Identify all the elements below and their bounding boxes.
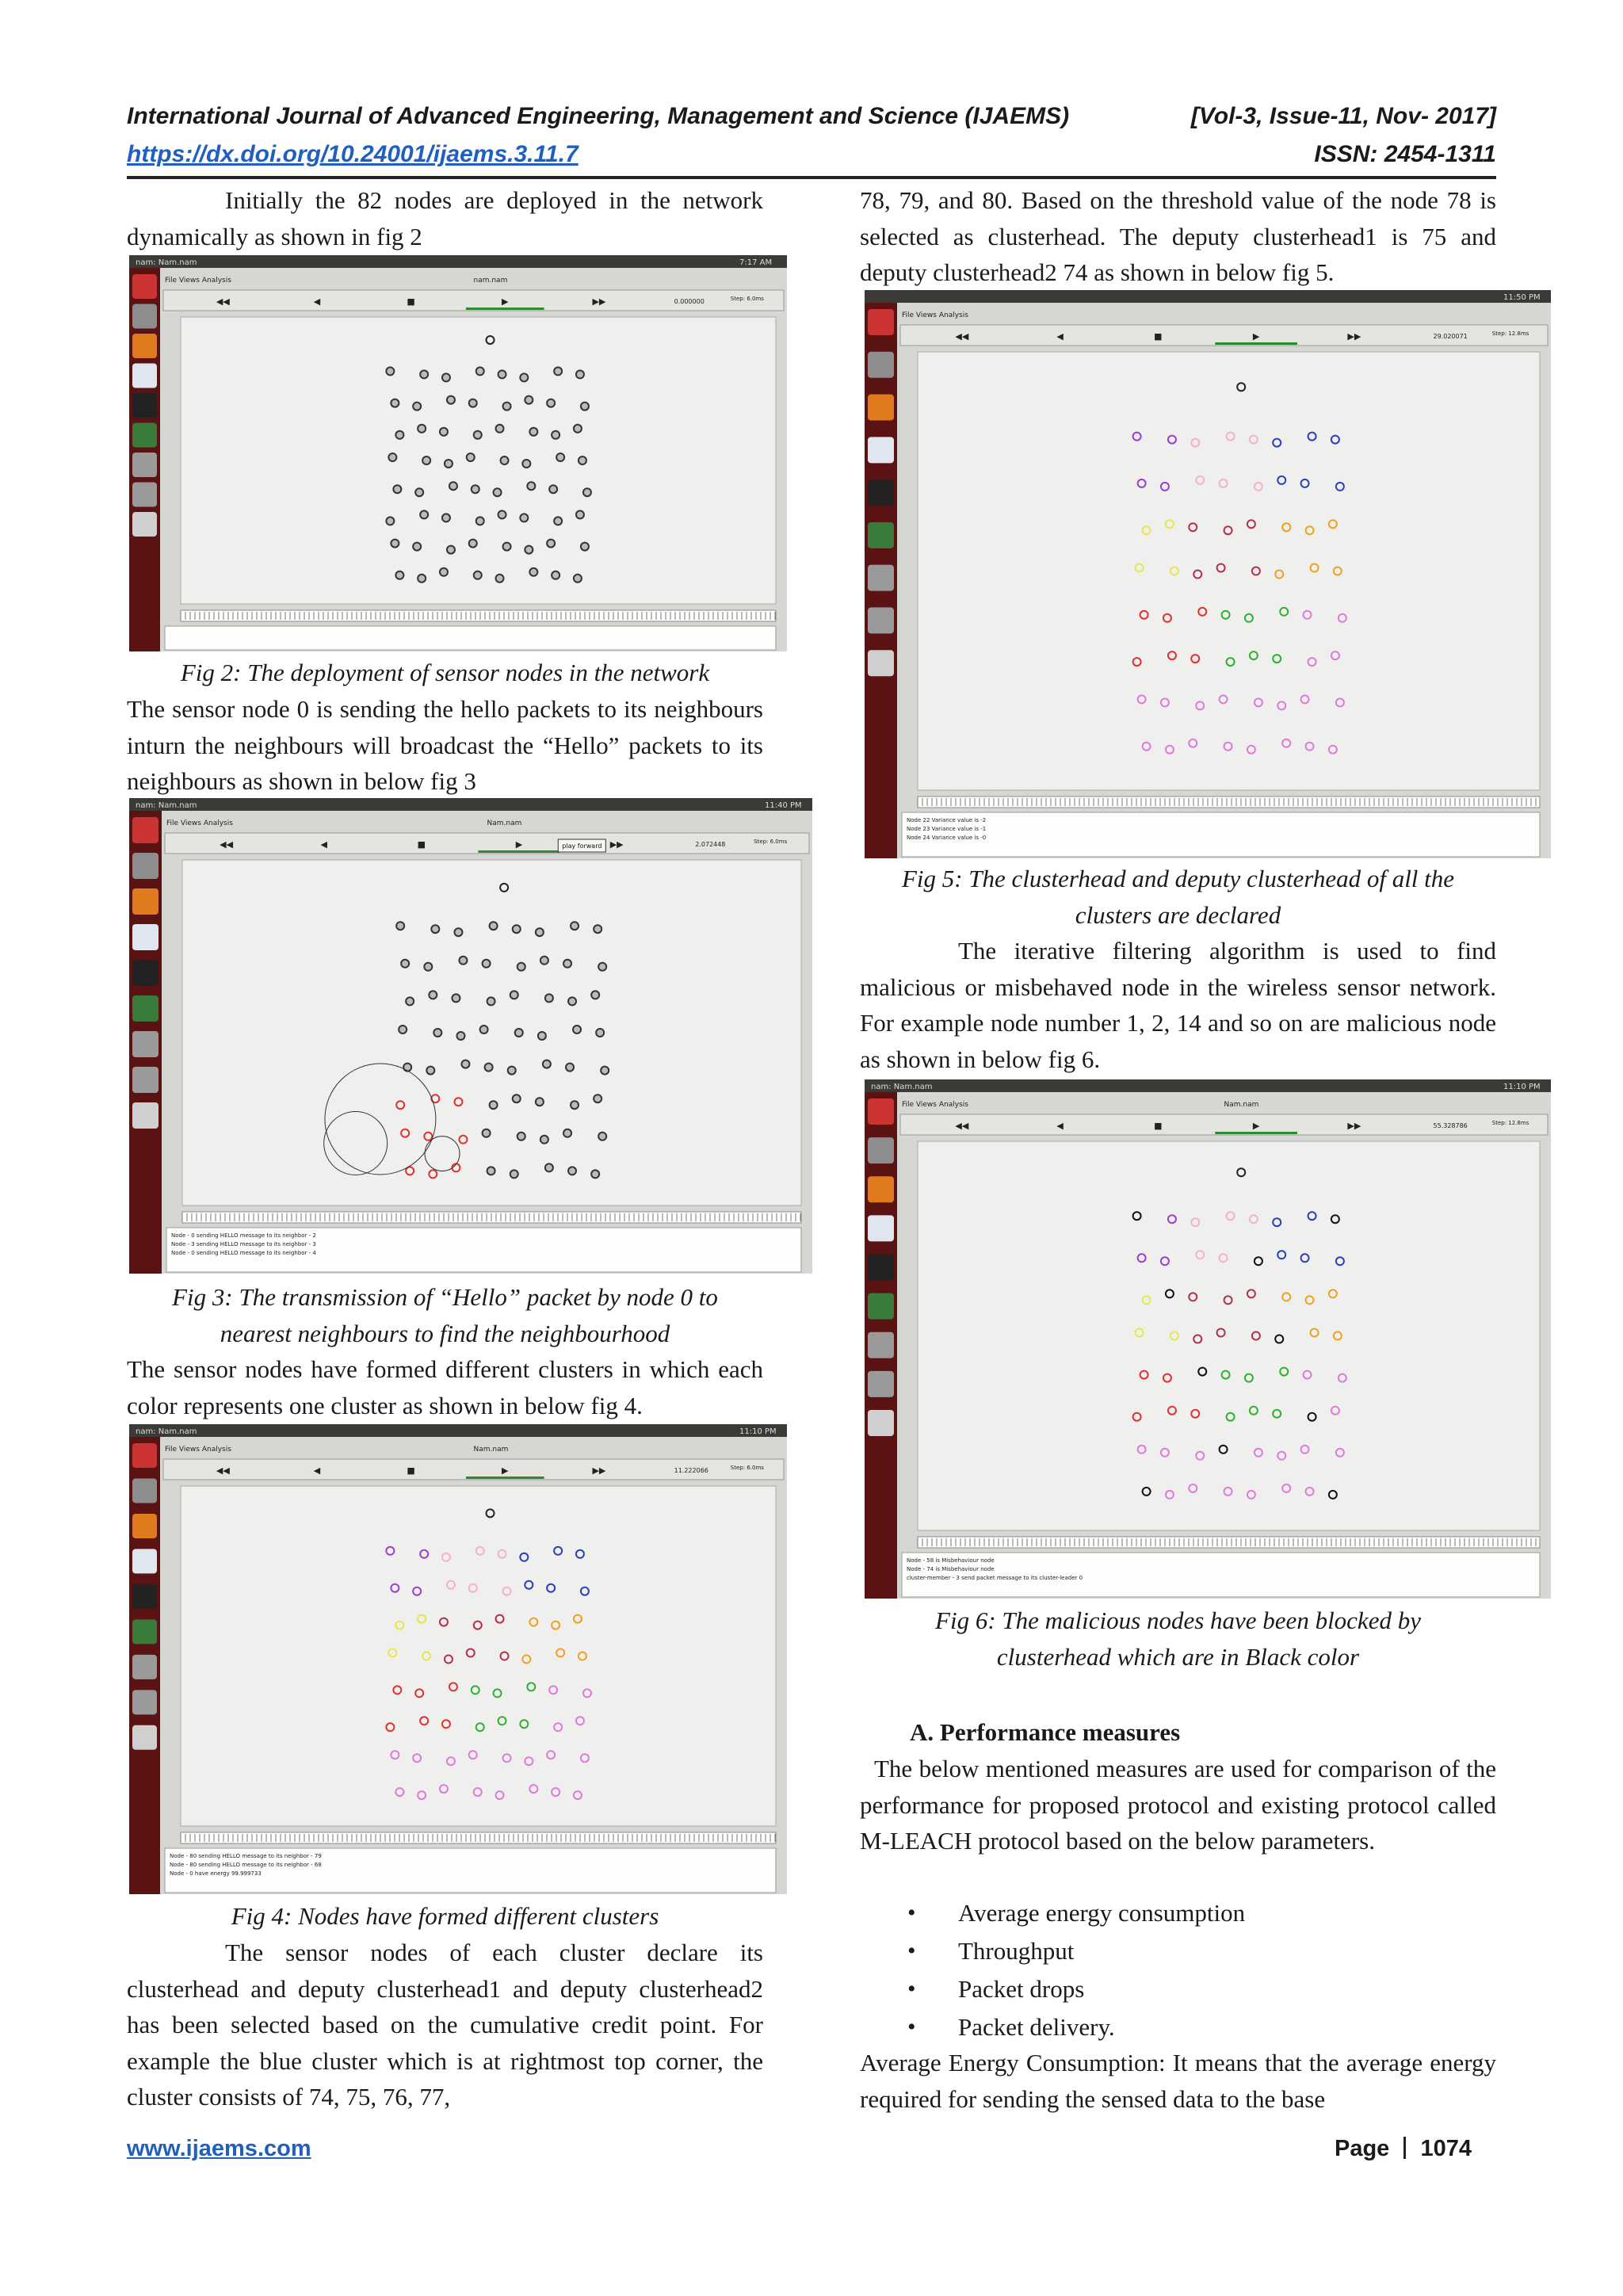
sensor-node (508, 1067, 516, 1075)
footer-page-number: Page 1074 (1335, 2136, 1472, 2161)
step-size: Step: 6.0ms (730, 1465, 764, 1471)
left-paragraph-3: The sensor nodes have formed different clusters in which each color represents one cluster as shown in below fig 4. (127, 1355, 763, 1419)
sensor-node (399, 1026, 407, 1033)
footer-website-link[interactable]: www.ijaems.com (127, 2136, 311, 2161)
sensor-node (420, 510, 428, 518)
launcher-icon (868, 479, 894, 506)
launcher-icon (132, 304, 157, 329)
sensor-node (424, 963, 432, 971)
sensor-node (420, 370, 428, 378)
fig2-caption: Fig 2: The deployment of sensor nodes in the network (180, 659, 710, 686)
sensor-node (426, 1067, 434, 1075)
play-indicator (466, 308, 544, 310)
sensor-node (513, 1095, 521, 1102)
left-paragraph-4: The sensor nodes of each cluster declare its clusterhead and deputy clusterhead1 and deputy clusterhead2 has been selected based on the cumulative credit point. For example the blue cluster which is at rightmost top corner, the cluster consists of 74, 75, 76, 77, (127, 1939, 763, 2111)
sensor-node (433, 1029, 441, 1037)
sensor-node (496, 575, 504, 583)
launcher-icon (132, 364, 157, 388)
fig5-screenshot (865, 290, 1551, 858)
sensor-node (487, 997, 495, 1005)
sensor-node (391, 540, 399, 548)
play-indicator (466, 1477, 544, 1479)
launcher-icon (132, 1619, 157, 1644)
sensor-node (472, 485, 479, 493)
file-name: Nam.nam (473, 1446, 509, 1454)
clock-text: 11:10 PM (739, 1427, 777, 1436)
sensor-node (483, 1129, 491, 1137)
nam-window (865, 290, 1551, 858)
sensor-node (413, 543, 421, 551)
sensor-node (476, 517, 484, 525)
step-size: Step: 12.8ms (1491, 1120, 1529, 1126)
launcher-icon (868, 1176, 894, 1202)
step-size: Step: 12.8ms (1491, 330, 1529, 337)
fig5-caption: Fig 5: The clusterhead and deputy clusterhead of all the clusters are declared (901, 865, 1455, 929)
file-name: nam.nam (473, 277, 508, 285)
window-title: nam: Nam.nam (136, 801, 197, 810)
bullet-item: • Throughput (860, 1932, 1496, 1970)
sensor-node (498, 370, 506, 378)
right-paragraph-4: Average Energy Consumption: It means that the average energy required for sending the sensed data to the base (860, 2049, 1496, 2113)
playback-button: ◀ (313, 296, 321, 307)
sensor-node (536, 928, 544, 936)
launcher-icon (132, 1514, 157, 1538)
sim-time: 11.222066 (674, 1467, 708, 1474)
sensor-node (406, 997, 414, 1005)
playback-button: ◀ (313, 1465, 321, 1476)
sensor-node (540, 1136, 548, 1144)
clock-text: 11:40 PM (765, 801, 802, 810)
playback-button: ▶ (515, 839, 523, 850)
launcher-icon (132, 453, 157, 477)
sensor-node (490, 922, 498, 930)
launcher-icon (132, 483, 157, 507)
step-size: Step: 6.0ms (730, 296, 764, 302)
sensor-node (440, 568, 448, 576)
play-indicator (1215, 342, 1297, 345)
launcher-icon (132, 924, 158, 950)
launcher-icon (868, 1255, 894, 1281)
system-top-bar (865, 290, 1551, 303)
left-paragraph-1: Initially the 82 nodes are deployed in the network dynamically as shown in fig 2 (127, 186, 763, 250)
menu-bar: File Views Analysis (902, 311, 968, 319)
sensor-node (422, 457, 430, 464)
sensor-node (554, 367, 562, 375)
sensor-node (418, 575, 426, 583)
sensor-node (469, 540, 477, 548)
sensor-node (395, 431, 403, 439)
log-line: Node - 3 sending HELLO message to its neighbor - 3 (171, 1241, 316, 1247)
log-panel (902, 812, 1540, 857)
sensor-node (454, 928, 462, 936)
right-paragraph-1: 78, 79, and 80. Based on the threshold value of the node 78 is selected as clusterhead. The deputy clusterhead1 is 75 and deputy clusterhead2 74 as shown in below fig 5. (860, 186, 1496, 286)
clock-text: 11:50 PM (1503, 293, 1541, 302)
sensor-node (418, 425, 426, 433)
launcher-icon (132, 1584, 157, 1609)
sensor-node (487, 1167, 495, 1175)
playback-button: ▶ (1252, 1121, 1260, 1131)
sensor-node (536, 1098, 544, 1106)
sensor-node (517, 963, 525, 971)
system-top-bar (129, 255, 787, 268)
network-canvas (181, 1486, 776, 1826)
menu-bar: File Views Analysis (165, 1446, 231, 1454)
sensor-node (556, 453, 564, 461)
playback-button: ■ (407, 1465, 415, 1476)
log-line: cluster-member - 3 send packet message to its cluster-leader 0 (907, 1575, 1083, 1581)
sensor-node (467, 453, 475, 461)
system-top-bar (865, 1079, 1551, 1092)
timeline-slider (181, 1832, 776, 1843)
playback-button: ◀◀ (955, 331, 969, 342)
fig3-screenshot (129, 798, 812, 1274)
system-top-bar (129, 798, 812, 811)
menu-bar: File Views Analysis (165, 277, 231, 285)
launcher-icon (132, 817, 158, 843)
sensor-node (496, 425, 504, 433)
sensor-node (515, 1029, 523, 1037)
sensor-node (547, 540, 555, 548)
sensor-node (576, 370, 584, 378)
clock-text: 7:17 AM (739, 258, 773, 267)
launcher-icon (868, 565, 894, 591)
sensor-node (552, 431, 559, 439)
sensor-node (563, 1129, 571, 1137)
launcher-icon (132, 1031, 158, 1057)
sensor-node (563, 960, 571, 968)
network-canvas (182, 860, 801, 1205)
sensor-node (476, 367, 484, 375)
sensor-node (510, 1170, 518, 1178)
sensor-node (574, 575, 582, 583)
log-line: Node - 80 sending HELLO message to its neighbor - 68 (170, 1862, 322, 1868)
launcher-icon (132, 1443, 157, 1468)
launcher-icon (132, 274, 157, 299)
launcher-icon (132, 1067, 158, 1093)
step-size: Step: 6.0ms (754, 839, 788, 845)
sim-time: 55.328786 (1433, 1122, 1468, 1129)
section-heading-performance: A. Performance measures (910, 1718, 1181, 1746)
sensor-node (538, 1032, 546, 1040)
sensor-node (594, 1095, 601, 1102)
log-panel (165, 626, 776, 650)
sensor-node (579, 457, 586, 464)
sensor-node (440, 428, 448, 436)
sensor-node (549, 485, 557, 493)
log-line: Node 22 Variance value is -2 (907, 817, 987, 823)
log-line: Node - 80 sending HELLO message to its neighbor - 79 (170, 1853, 322, 1859)
nam-window (129, 1424, 787, 1894)
timeline-slider (181, 610, 776, 621)
launcher-icon (132, 960, 158, 986)
sensor-node (520, 373, 528, 381)
sensor-node (598, 1133, 606, 1140)
sensor-node (583, 488, 591, 496)
fig4-screenshot (129, 1424, 787, 1894)
launcher-icon (868, 1371, 894, 1397)
timeline-slider (918, 1537, 1540, 1548)
launcher-icon (132, 423, 157, 448)
playback-button: ◀◀ (955, 1121, 969, 1131)
sensor-node (566, 1064, 574, 1072)
sensor-node (513, 925, 521, 933)
sensor-node (442, 514, 450, 521)
sensor-node (574, 425, 582, 433)
log-line: Node - 74 is Misbehaviour node (907, 1566, 995, 1572)
play-indicator (1215, 1132, 1297, 1134)
log-line: Node - 0 sending HELLO message to its neighbor - 4 (171, 1250, 316, 1256)
sensor-node (581, 403, 589, 411)
playback-button: ◀◀ (220, 839, 234, 850)
log-line: Node 24 Variance value is -0 (907, 835, 987, 841)
sensor-node (503, 543, 511, 551)
launcher-icon (132, 1478, 157, 1503)
playback-button: ◀ (1056, 1121, 1064, 1131)
sensor-node (540, 957, 548, 965)
sensor-node (525, 396, 533, 404)
playback-button: ■ (1154, 1121, 1163, 1131)
network-canvas (918, 1141, 1540, 1530)
sensor-node (598, 963, 606, 971)
file-name: Nam.nam (1224, 1101, 1259, 1109)
sensor-node (568, 1167, 576, 1175)
launcher-icon (868, 395, 894, 421)
sensor-node (429, 991, 437, 999)
sensor-node (415, 488, 423, 496)
sensor-node (452, 994, 460, 1002)
playback-button: ◀◀ (216, 296, 230, 307)
launcher-icon (868, 650, 894, 676)
playback-button: ◀ (320, 839, 327, 850)
sensor-node (522, 460, 530, 468)
launcher-icon (868, 1215, 894, 1241)
launcher-icon (132, 1655, 157, 1679)
launcher-icon (868, 522, 894, 548)
launcher-icon (132, 334, 157, 358)
playback-button: ◀◀ (216, 1465, 230, 1476)
sensor-node (396, 922, 404, 930)
left-paragraph-2: The sensor node 0 is sending the hello packets to its neighbours inturn the neighbours will broadcast the “Hello” packets to its neighbours as shown in below fig 3 (127, 695, 763, 795)
fig2-screenshot (129, 255, 787, 651)
playback-button: ■ (417, 839, 426, 850)
timeline-slider (918, 797, 1540, 808)
launcher-icon (868, 437, 894, 463)
sensor-node (456, 1032, 464, 1040)
sensor-node (510, 991, 518, 999)
sensor-node (469, 399, 477, 407)
playback-button: ▶ (1252, 331, 1260, 342)
launcher-icon (868, 309, 894, 335)
playback-button: ■ (1154, 331, 1163, 342)
window-title: nam: Nam.nam (871, 1083, 933, 1091)
sim-time: 2.072448 (695, 841, 726, 848)
sensor-node (388, 453, 396, 461)
nam-window (129, 798, 812, 1274)
nam-window (129, 255, 787, 651)
sensor-node (386, 367, 394, 375)
launcher-icon (868, 1332, 894, 1358)
sensor-node (395, 571, 403, 579)
launcher-icon (132, 393, 157, 418)
log-line: Node - 0 sending HELLO message to its neighbor - 2 (171, 1232, 316, 1239)
sensor-node (447, 546, 455, 554)
launcher-icon (868, 607, 894, 633)
sensor-node (503, 403, 511, 411)
right-paragraph-2: The iterative filtering algorithm is used to find malicious or misbehaved node in the wireless sensor network. For example node number 1, 2, 14 and so on are malicious node as shown in below fig 6. (860, 937, 1496, 1073)
sensor-node (520, 514, 528, 521)
sensor-node (474, 431, 482, 439)
sensor-node (403, 1064, 411, 1072)
playback-button: ▶▶ (1347, 331, 1361, 342)
sensor-node (449, 482, 457, 490)
sensor-node (490, 1101, 498, 1109)
sensor-node (554, 517, 562, 525)
launcher-icon (132, 853, 158, 879)
menu-bar: File Views Analysis (166, 819, 233, 827)
launcher-icon (868, 1410, 894, 1436)
issn: ISSN: 2454-1311 (1314, 141, 1496, 167)
log-line: Node - 0 have energy 99.999733 (170, 1870, 262, 1877)
launcher-icon (132, 512, 157, 537)
nam-window (865, 1079, 1551, 1599)
sensor-node (461, 1060, 469, 1068)
journal-title: International Journal of Advanced Engineering, Management and Science (IJAEMS) (127, 103, 1070, 129)
sensor-node (391, 399, 399, 407)
sensor-node (581, 543, 589, 551)
launcher-icon (132, 1690, 157, 1714)
sensor-node (552, 571, 559, 579)
bullet-item: • Packet drops (860, 1970, 1496, 2008)
performance-bullet-list (860, 1894, 1496, 2046)
volume-info: [Vol-3, Issue-11, Nov- 2017] (1190, 103, 1496, 129)
window-title: nam: Nam.nam (136, 258, 197, 267)
sensor-node (525, 546, 533, 554)
header-rule (127, 176, 1496, 179)
sensor-node (596, 1029, 604, 1037)
sensor-node (483, 960, 491, 968)
network-canvas (181, 317, 776, 604)
doi-link[interactable]: https://dx.doi.org/10.24001/ijaems.3.11.7 (127, 141, 579, 167)
playback-button: ▶▶ (609, 839, 624, 850)
launcher-icon (868, 1293, 894, 1320)
sensor-node (445, 460, 453, 468)
sensor-node (543, 1060, 551, 1068)
sensor-node (571, 1101, 579, 1109)
playback-button: ■ (407, 296, 415, 307)
sensor-node (442, 373, 450, 381)
sensor-node (431, 925, 439, 933)
sensor-node (501, 457, 509, 464)
launcher-icon (132, 1549, 157, 1573)
sensor-node (413, 403, 421, 411)
sensor-node (401, 960, 409, 968)
sensor-node (545, 1163, 553, 1171)
sensor-node (480, 1026, 488, 1033)
launcher-icon (132, 1725, 157, 1750)
playback-button: ◀ (1056, 331, 1064, 342)
menu-bar: File Views Analysis (902, 1101, 968, 1109)
sensor-node (545, 994, 553, 1002)
sensor-node (547, 399, 555, 407)
sensor-node (386, 517, 394, 525)
right-paragraph-3: The below mentioned measures are used for comparison of the performance for proposed protocol and existing protocol called M-LEACH protocol based on the below parameters. (860, 1755, 1496, 1855)
sim-time: 0.000000 (674, 298, 705, 305)
system-top-bar (129, 1424, 787, 1437)
clock-text: 11:10 PM (1503, 1083, 1541, 1091)
file-name: Nam.nam (487, 819, 522, 827)
fig4-caption: Fig 4: Nodes have formed different clusters (231, 1902, 659, 1930)
network-canvas (918, 352, 1540, 790)
playback-button: ▶▶ (1347, 1121, 1361, 1131)
fig6-caption: Fig 6: The malicious nodes have been blocked by clusterhead which are in Black color (935, 1606, 1421, 1671)
fig3-caption: Fig 3: The transmission of “Hello” packet by node 0 to nearest neighbours to find the neighbourhood (172, 1283, 718, 1347)
launcher-icon (132, 888, 158, 915)
launcher-icon (132, 995, 158, 1022)
sensor-node (594, 925, 601, 933)
sensor-node (447, 396, 455, 404)
sensor-node (474, 571, 482, 579)
sensor-node (568, 997, 576, 1005)
log-line: Node 23 Variance value is -1 (907, 826, 987, 832)
sensor-node (601, 1067, 609, 1075)
sensor-node (571, 922, 579, 930)
log-line: Node - 58 is Misbehaviour node (907, 1557, 995, 1564)
playback-button: ▶ (502, 1465, 509, 1476)
sensor-node (573, 1026, 581, 1033)
fig6-screenshot (865, 1079, 1551, 1599)
sensor-node (494, 488, 502, 496)
play-indicator (478, 850, 559, 853)
sensor-node (591, 991, 599, 999)
sensor-node (591, 1170, 599, 1178)
tooltip-text: play forward (562, 842, 602, 850)
playback-button: ▶▶ (592, 296, 606, 307)
sensor-node (498, 510, 506, 518)
sensor-node (517, 1133, 525, 1140)
sensor-node (527, 482, 535, 490)
sim-time: 29.020071 (1433, 333, 1468, 340)
launcher-icon (132, 1102, 158, 1129)
bullet-item: • Packet delivery. (860, 2008, 1496, 2046)
sensor-node (393, 485, 401, 493)
sensor-node (529, 568, 537, 576)
launcher-icon (868, 1098, 894, 1125)
launcher-icon (868, 1137, 894, 1163)
window-title: nam: Nam.nam (136, 1427, 197, 1436)
sensor-node (529, 428, 537, 436)
bullet-item: • Average energy consumption (860, 1894, 1496, 1932)
playback-button: ▶ (502, 296, 509, 307)
sensor-node (485, 1064, 493, 1072)
sensor-node (459, 957, 467, 965)
sensor-node (576, 510, 584, 518)
launcher-icon (868, 352, 894, 378)
playback-button: ▶▶ (592, 1465, 606, 1476)
